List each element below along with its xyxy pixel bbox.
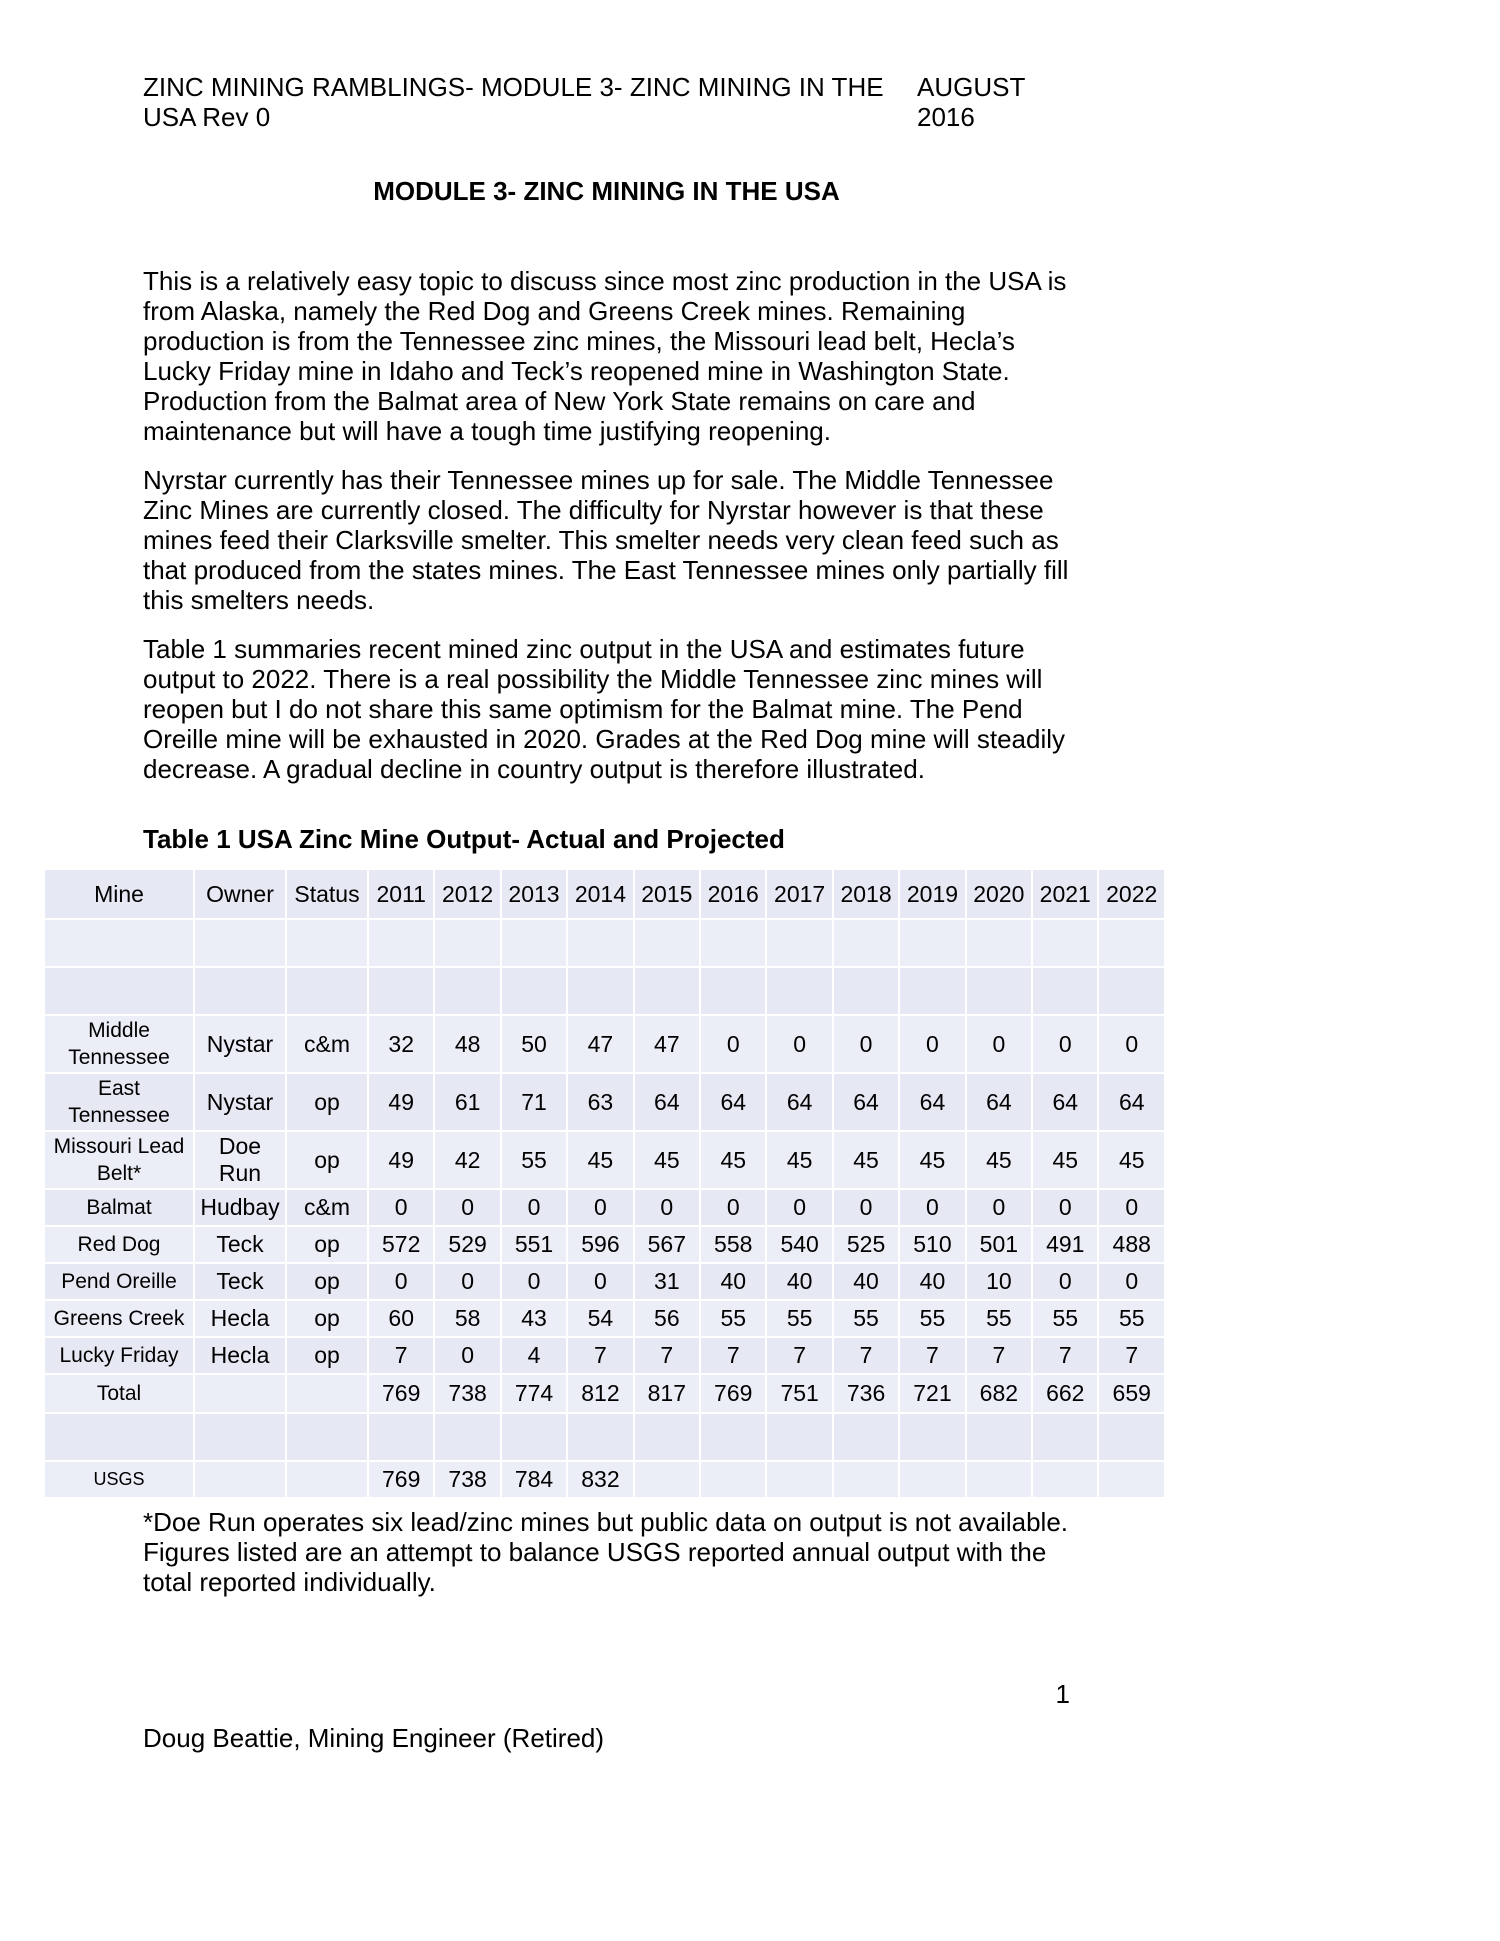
table-cell (1032, 1413, 1098, 1461)
table-row-lucky-friday (44, 1337, 1165, 1374)
mine-name-cell: Total (44, 1374, 194, 1413)
table-cell: 49 (368, 1131, 434, 1189)
table-cell: 45 (1032, 1131, 1098, 1189)
mine-name-cell: Missouri Lead Belt* (44, 1131, 194, 1189)
table-cell: 812 (567, 1374, 633, 1413)
table-cell (700, 1413, 766, 1461)
table-cell: 769 (368, 1461, 434, 1498)
table-cell: 55 (766, 1300, 832, 1337)
table-cell: 525 (833, 1226, 899, 1263)
table-row-middle-tennessee (44, 1015, 1165, 1073)
table-cell: 45 (700, 1131, 766, 1189)
table-row-greens-creek (44, 1300, 1165, 1337)
table-cell (766, 1461, 832, 1498)
mine-name-cell: Red Dog (44, 1226, 194, 1263)
table-cell (194, 1374, 286, 1413)
table-cell: 0 (434, 1189, 500, 1226)
table-cell: op (286, 1226, 368, 1263)
footer-credit: Doug Beattie, Mining Engineer (Retired) (143, 1723, 605, 1753)
header-date: AUGUST 2016 (917, 72, 1025, 132)
table-cell: 61 (434, 1073, 500, 1131)
table-row-total (44, 1374, 1165, 1413)
table-cell: Teck (194, 1226, 286, 1263)
mine-name-cell: East Tennessee (44, 1073, 194, 1131)
table-cell: 64 (634, 1073, 700, 1131)
table-cell: 769 (368, 1374, 434, 1413)
table-cell: 0 (1032, 1263, 1098, 1300)
table-cell: 55 (833, 1300, 899, 1337)
table-cell: Nystar (194, 1073, 286, 1131)
table-cell: 49 (368, 1073, 434, 1131)
table-cell (434, 1413, 500, 1461)
table-cell: 0 (368, 1189, 434, 1226)
table-cell (833, 1413, 899, 1461)
table-cell: 7 (368, 1337, 434, 1374)
column-header-2019: 2019 (899, 869, 965, 919)
table-cell: op (286, 1073, 368, 1131)
table-cell (634, 919, 700, 967)
table-title: Table 1 USA Zinc Mine Output- Actual and Projected (143, 824, 785, 854)
header-title: ZINC MINING RAMBLINGS- MODULE 3- ZINC MINING IN THE USA Rev 0 (143, 72, 884, 132)
table-row-red-dog (44, 1226, 1165, 1263)
table-cell: 751 (766, 1374, 832, 1413)
table-cell (434, 919, 500, 967)
mine-name-cell (44, 919, 194, 967)
table-cell: 769 (700, 1374, 766, 1413)
table-cell: 64 (966, 1073, 1032, 1131)
table-cell: 0 (634, 1189, 700, 1226)
table-cell: 32 (368, 1015, 434, 1073)
table-cell (766, 967, 832, 1015)
mine-name-cell: USGS (44, 1461, 194, 1498)
column-header-2013: 2013 (501, 869, 567, 919)
table-cell: op (286, 1337, 368, 1374)
table-cell (700, 919, 766, 967)
mine-name-cell: Middle Tennessee (44, 1015, 194, 1073)
table-cell (1032, 967, 1098, 1015)
table-cell: 0 (567, 1189, 633, 1226)
table-cell: 682 (966, 1374, 1032, 1413)
table-body (44, 919, 1165, 1498)
table-cell: 0 (700, 1189, 766, 1226)
table-row-spacer (44, 1413, 1165, 1461)
table-cell: 45 (634, 1131, 700, 1189)
table-cell: 0 (1032, 1015, 1098, 1073)
table-cell (286, 919, 368, 967)
table-cell (966, 967, 1032, 1015)
table-cell (766, 1413, 832, 1461)
table-cell: 721 (899, 1374, 965, 1413)
table-cell (700, 1461, 766, 1498)
mine-name-cell (44, 1413, 194, 1461)
table-cell (766, 919, 832, 967)
table-cell: 31 (634, 1263, 700, 1300)
table-cell (1032, 1461, 1098, 1498)
table-cell: 45 (899, 1131, 965, 1189)
table-cell: 832 (567, 1461, 633, 1498)
table-cell: 7 (634, 1337, 700, 1374)
table-cell: Hecla (194, 1300, 286, 1337)
table-cell: 0 (434, 1337, 500, 1374)
table-cell (966, 919, 1032, 967)
table-cell: 7 (833, 1337, 899, 1374)
table-cell (434, 967, 500, 1015)
table-cell: 71 (501, 1073, 567, 1131)
table-cell (286, 1374, 368, 1413)
table-cell (368, 919, 434, 967)
table-cell (833, 1461, 899, 1498)
table-cell: 64 (700, 1073, 766, 1131)
table-cell: 0 (899, 1189, 965, 1226)
table-cell: op (286, 1263, 368, 1300)
table-cell (286, 1413, 368, 1461)
table-cell (501, 967, 567, 1015)
table-cell: 45 (567, 1131, 633, 1189)
table-row-usgs (44, 1461, 1165, 1498)
table-cell (634, 1413, 700, 1461)
table-row-east-tennessee (44, 1073, 1165, 1131)
table-cell (899, 919, 965, 967)
table-cell: 0 (966, 1015, 1032, 1073)
table-row-missouri-lead-belt (44, 1131, 1165, 1189)
table-cell: 774 (501, 1374, 567, 1413)
table-cell: Hudbay (194, 1189, 286, 1226)
table-cell: 64 (1032, 1073, 1098, 1131)
table-cell (286, 1461, 368, 1498)
table-cell: Nystar (194, 1015, 286, 1073)
table-cell: 63 (567, 1073, 633, 1131)
table-cell: 45 (833, 1131, 899, 1189)
table-cell: 0 (567, 1263, 633, 1300)
mine-name-cell: Lucky Friday (44, 1337, 194, 1374)
table-cell: 42 (434, 1131, 500, 1189)
paragraph-table-summary: Table 1 summaries recent mined zinc output in the USA and estimates future output to 2022. There is a real possibility the Middle Tennessee zinc mines will reopen but I do not share this same optimism for the Balmat mine. The Pend Oreille mine will be exhausted in 2020. Grades at the Red Dog mine will steadily decrease. A gradual decline in country output is therefore illustrated. (143, 634, 1066, 784)
column-header-2017: 2017 (766, 869, 832, 919)
table-cell: 50 (501, 1015, 567, 1073)
table-cell: 662 (1032, 1374, 1098, 1413)
table-cell: 45 (966, 1131, 1032, 1189)
table-cell: 736 (833, 1374, 899, 1413)
table-cell: 4 (501, 1337, 567, 1374)
table-cell: 47 (634, 1015, 700, 1073)
table-cell: 40 (766, 1263, 832, 1300)
table-cell (368, 967, 434, 1015)
table-cell (194, 919, 286, 967)
table-cell: 40 (833, 1263, 899, 1300)
table-cell: Doe Run (194, 1131, 286, 1189)
table-cell: 64 (766, 1073, 832, 1131)
table-cell (833, 919, 899, 967)
table-cell (194, 1413, 286, 1461)
table-cell: c&m (286, 1015, 368, 1073)
table-row-pend-oreille (44, 1263, 1165, 1300)
table-cell: Teck (194, 1263, 286, 1300)
table-cell (966, 1413, 1032, 1461)
table-cell: 572 (368, 1226, 434, 1263)
table-cell: 488 (1098, 1226, 1165, 1263)
table-cell (567, 1413, 633, 1461)
table-row-spacer (44, 919, 1165, 967)
table-cell: 596 (567, 1226, 633, 1263)
table-cell: 0 (899, 1015, 965, 1073)
table-cell: 0 (501, 1263, 567, 1300)
table-cell: 0 (368, 1263, 434, 1300)
column-header-2011: 2011 (368, 869, 434, 919)
table-cell: 0 (833, 1015, 899, 1073)
table-cell: 7 (700, 1337, 766, 1374)
table-cell: Hecla (194, 1337, 286, 1374)
mine-name-cell: Greens Creek (44, 1300, 194, 1337)
column-header-2018: 2018 (833, 869, 899, 919)
table-cell (501, 919, 567, 967)
column-header-owner: Owner (194, 869, 286, 919)
table-cell: 567 (634, 1226, 700, 1263)
table-footnote: *Doe Run operates six lead/zinc mines but public data on output is not available. Figures listed are an attempt to balance USGS reported annual output with the total reported individually. (143, 1507, 1069, 1597)
table-cell (1098, 967, 1165, 1015)
table-cell: 48 (434, 1015, 500, 1073)
table-cell: 7 (567, 1337, 633, 1374)
table-cell: 7 (1098, 1337, 1165, 1374)
table-cell (899, 1461, 965, 1498)
table-cell: op (286, 1131, 368, 1189)
table-cell (194, 1461, 286, 1498)
zinc-output-table (43, 868, 1166, 1499)
column-header-2012: 2012 (434, 869, 500, 919)
table-cell: 40 (899, 1263, 965, 1300)
table-cell (899, 967, 965, 1015)
table-cell: 0 (833, 1189, 899, 1226)
table-cell: 10 (966, 1263, 1032, 1300)
table-cell: 40 (700, 1263, 766, 1300)
table-cell: 55 (966, 1300, 1032, 1337)
mine-name-cell (44, 967, 194, 1015)
table-cell: 738 (434, 1374, 500, 1413)
table-cell: 0 (700, 1015, 766, 1073)
table-cell: 47 (567, 1015, 633, 1073)
table-header-row (44, 869, 1165, 919)
table-cell: 56 (634, 1300, 700, 1337)
table-cell (286, 967, 368, 1015)
table-cell: 7 (966, 1337, 1032, 1374)
page-header (143, 72, 1070, 132)
table-cell: 0 (434, 1263, 500, 1300)
page-number: 1 (1055, 1679, 1070, 1709)
table-cell: 501 (966, 1226, 1032, 1263)
mine-name-cell: Balmat (44, 1189, 194, 1226)
table-cell (1098, 919, 1165, 967)
table-cell: 64 (899, 1073, 965, 1131)
table-cell: 0 (1098, 1189, 1165, 1226)
column-header-2016: 2016 (700, 869, 766, 919)
column-header-2014: 2014 (567, 869, 633, 919)
table-cell: 0 (1098, 1263, 1165, 1300)
table-cell (700, 967, 766, 1015)
table-cell: 817 (634, 1374, 700, 1413)
table-cell: 45 (1098, 1131, 1165, 1189)
table-cell (966, 1461, 1032, 1498)
table-cell: 55 (700, 1300, 766, 1337)
table-cell: 558 (700, 1226, 766, 1263)
table-cell: 55 (501, 1131, 567, 1189)
table-cell (899, 1413, 965, 1461)
table-cell (634, 1461, 700, 1498)
table-cell: 0 (1032, 1189, 1098, 1226)
table-cell (634, 967, 700, 1015)
column-header-status: Status (286, 869, 368, 919)
table-cell: 45 (766, 1131, 832, 1189)
table-cell: 7 (899, 1337, 965, 1374)
table-cell: 43 (501, 1300, 567, 1337)
table-cell: 510 (899, 1226, 965, 1263)
table-cell: 60 (368, 1300, 434, 1337)
paragraph-nyrstar: Nyrstar currently has their Tennessee mines up for sale. The Middle Tennessee Zinc Mines are currently closed. The difficulty for Nyrstar however is that these mines feed their Clarksville smelter. This smelter needs very clean feed such as that produced from the states mines. The East Tennessee mines only partially fill this smelters needs. (143, 465, 1069, 615)
table-cell: 659 (1098, 1374, 1165, 1413)
table-cell: 55 (1032, 1300, 1098, 1337)
paragraph-intro: This is a relatively easy topic to discuss since most zinc production in the USA is from Alaska, namely the Red Dog and Greens Creek mines. Remaining production is from the Tennessee zinc mines, the Missouri lead belt, Hecla’s Lucky Friday mine in Idaho and Teck’s reopened mine in Washington State. Production from the Balmat area of New York State remains on care and maintenance but will have a tough time justifying reopening. (143, 266, 1067, 446)
table-cell: 540 (766, 1226, 832, 1263)
column-header-mine: Mine (44, 869, 194, 919)
table-cell: 529 (434, 1226, 500, 1263)
table-cell: 551 (501, 1226, 567, 1263)
table-cell: 491 (1032, 1226, 1098, 1263)
table-cell (1098, 1413, 1165, 1461)
table-cell: 55 (1098, 1300, 1165, 1337)
table-cell: 784 (501, 1461, 567, 1498)
table-cell: 7 (1032, 1337, 1098, 1374)
table-row-spacer (44, 967, 1165, 1015)
mine-name-cell: Pend Oreille (44, 1263, 194, 1300)
table-cell: 0 (966, 1189, 1032, 1226)
column-header-2022: 2022 (1098, 869, 1165, 919)
table-cell: 58 (434, 1300, 500, 1337)
table-cell (194, 967, 286, 1015)
table-cell: 0 (501, 1189, 567, 1226)
table-cell (833, 967, 899, 1015)
column-header-2021: 2021 (1032, 869, 1098, 919)
table-cell: c&m (286, 1189, 368, 1226)
document-title: MODULE 3- ZINC MINING IN THE USA (373, 176, 840, 206)
table-cell: 0 (766, 1015, 832, 1073)
table-cell: 7 (766, 1337, 832, 1374)
table-cell: 64 (833, 1073, 899, 1131)
column-header-2020: 2020 (966, 869, 1032, 919)
table-cell: 0 (1098, 1015, 1165, 1073)
column-header-2015: 2015 (634, 869, 700, 919)
table-cell (1098, 1461, 1165, 1498)
table-cell: 0 (766, 1189, 832, 1226)
table-cell (368, 1413, 434, 1461)
table-cell: 54 (567, 1300, 633, 1337)
table-cell: 738 (434, 1461, 500, 1498)
table-cell (1032, 919, 1098, 967)
table-cell (501, 1413, 567, 1461)
table-cell: op (286, 1300, 368, 1337)
table-row-balmat (44, 1189, 1165, 1226)
table-cell (567, 967, 633, 1015)
table-cell: 64 (1098, 1073, 1165, 1131)
table-cell: 55 (899, 1300, 965, 1337)
table-cell (567, 919, 633, 967)
